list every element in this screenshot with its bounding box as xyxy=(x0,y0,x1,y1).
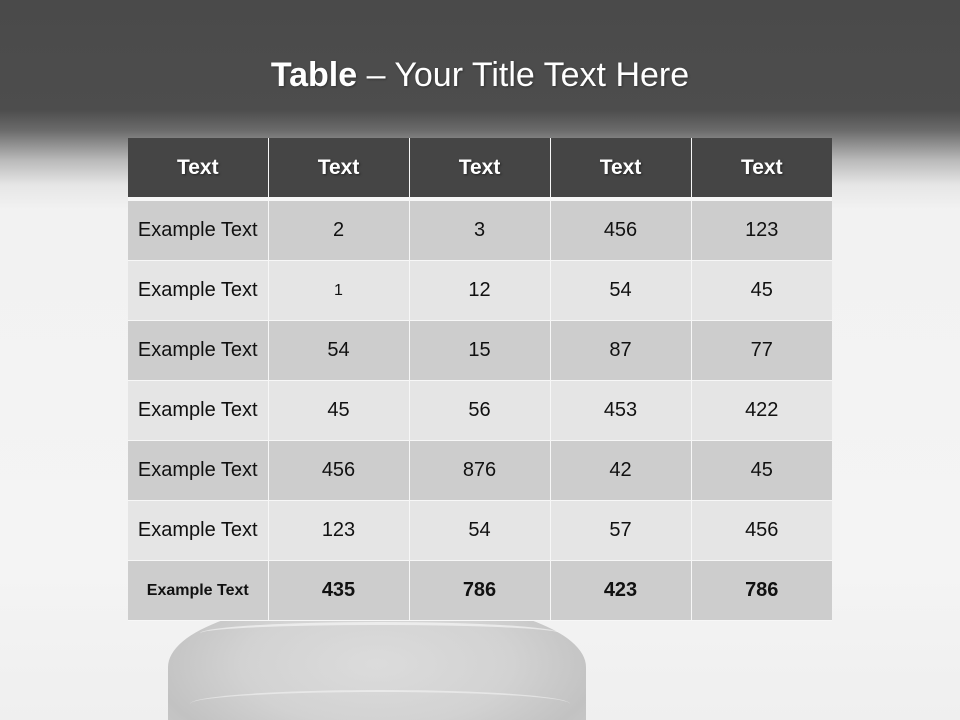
table-cell: 786 xyxy=(691,561,832,621)
table-row xyxy=(128,381,832,441)
slide-title-rest: – Your Title Text Here xyxy=(357,56,690,94)
row-label: Example Text xyxy=(128,501,268,561)
row-label: Example Text xyxy=(128,199,268,261)
table-cell: 876 xyxy=(409,441,550,501)
table-cell: 123 xyxy=(268,501,409,561)
table-cell: 54 xyxy=(550,261,691,321)
table-cell: 45 xyxy=(268,381,409,441)
slide-title xyxy=(0,52,960,98)
table-row xyxy=(128,321,832,381)
table-cell: 77 xyxy=(691,321,832,381)
table-cell: 1 xyxy=(268,261,409,321)
table-cell: 123 xyxy=(691,199,832,261)
slide-title-bold: Table xyxy=(270,56,358,94)
table-cell: 57 xyxy=(550,501,691,561)
table-row xyxy=(128,199,832,261)
glass-jar-highlight xyxy=(190,690,570,718)
table-cell: 54 xyxy=(268,321,409,381)
table-cell: 87 xyxy=(550,321,691,381)
row-label: Example Text xyxy=(128,441,268,501)
row-label: Example Text xyxy=(128,261,268,321)
table-cell: 2 xyxy=(268,199,409,261)
table-cell: 786 xyxy=(409,561,550,621)
glass-jar-highlight xyxy=(200,622,560,645)
row-label: Example Text xyxy=(128,561,268,621)
table-cell: 3 xyxy=(409,199,550,261)
table-row xyxy=(128,441,832,501)
column-header: Text xyxy=(409,138,550,199)
table-cell: 423 xyxy=(550,561,691,621)
column-header: Text xyxy=(268,138,409,199)
table-cell: 456 xyxy=(268,441,409,501)
table-total-row xyxy=(128,561,832,621)
table-cell: 456 xyxy=(691,501,832,561)
table-cell: 42 xyxy=(550,441,691,501)
row-label: Example Text xyxy=(128,381,268,441)
column-header: Text xyxy=(691,138,832,199)
table-cell: 422 xyxy=(691,381,832,441)
table-row xyxy=(128,261,832,321)
column-header: Text xyxy=(550,138,691,199)
table-cell: 54 xyxy=(409,501,550,561)
table-cell: 453 xyxy=(550,381,691,441)
table-cell: 12 xyxy=(409,261,550,321)
table-header-row xyxy=(128,138,832,199)
column-header: Text xyxy=(128,138,268,199)
table-cell: 15 xyxy=(409,321,550,381)
table-row xyxy=(128,501,832,561)
row-label: Example Text xyxy=(128,321,268,381)
table-cell: 56 xyxy=(409,381,550,441)
table-cell: 45 xyxy=(691,261,832,321)
table-cell: 456 xyxy=(550,199,691,261)
table-cell: 45 xyxy=(691,441,832,501)
data-table xyxy=(128,138,832,621)
table-cell: 435 xyxy=(268,561,409,621)
